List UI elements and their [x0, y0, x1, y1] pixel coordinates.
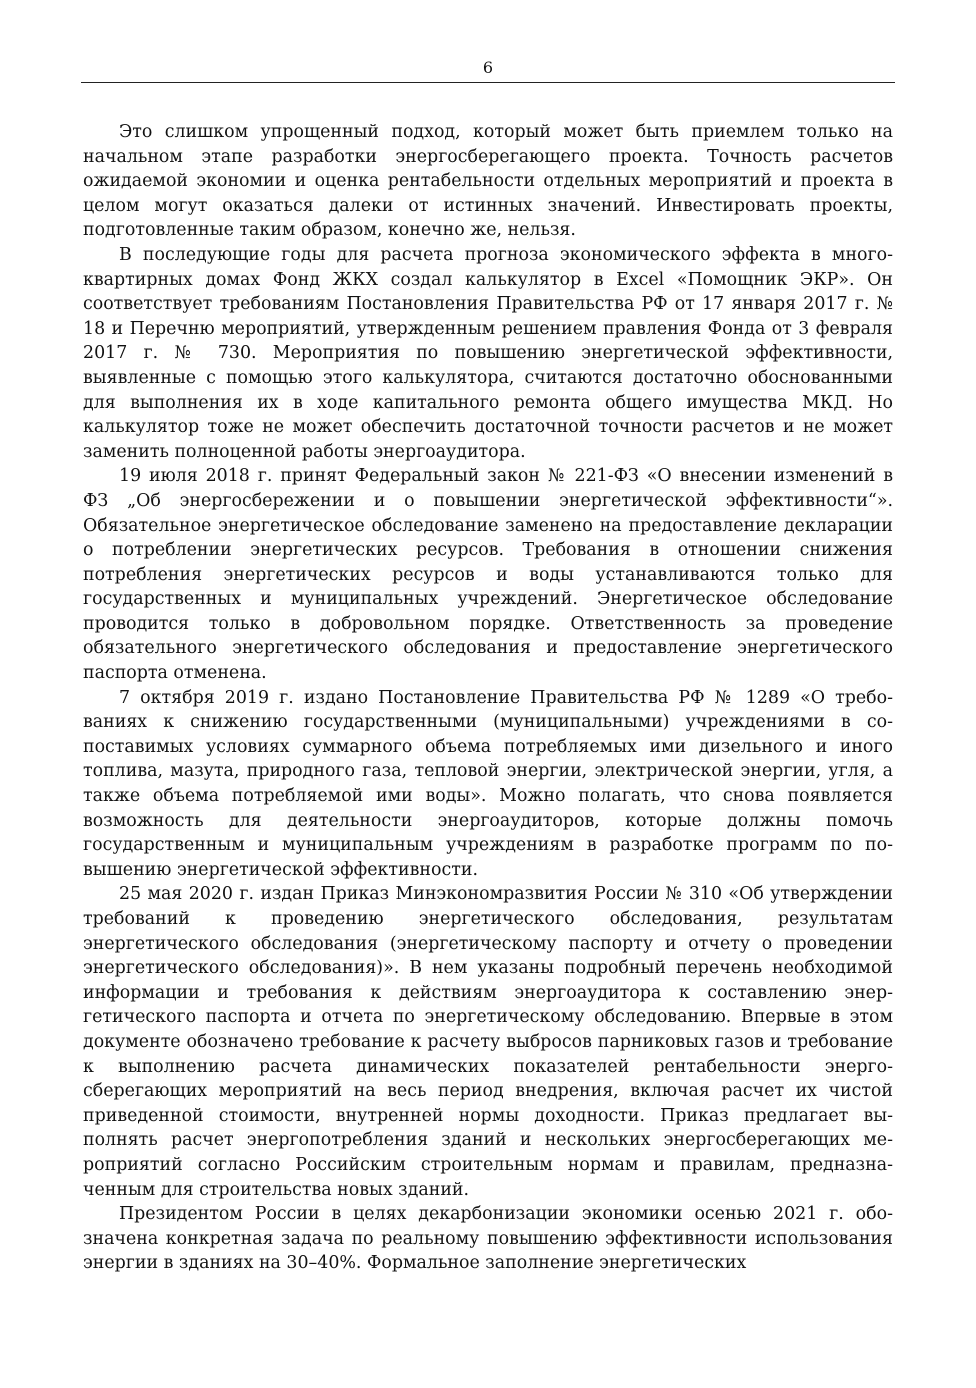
paragraph: Это слишком упрощенный подход, который может быть приемлем только на начальном этапе разработки энергосберегающего проекта. Точность расчетов ожидаемой экономии и оценка рентабельности отдельных мероприятий и проекта в целом могут оказаться далеки от истинных значений. Инвестировать проекты, подготовленные таким образом, конечно же, нельзя.	[83, 122, 893, 241]
paragraph: 19 июля 2018 г. принят Федеральный закон № 221-ФЗ «О внесении изменений в ФЗ „Об энергосбережении и о повышении энергетической эффективности“». Обязательное энергетическое обследование заменено на предоставление декларации о потреблении энергетических ресурсов. Требования в отношении снижения потребления энергетических ресурсов и воды устанавливаются только для государственных и муниципальных учреждений. Энергетическое обследование проводится только в добровольном порядке. Ответственность за проведение обязательного энергетического обследования и предоставление энергетического паспорта отменена.	[83, 466, 893, 684]
paragraph: 25 мая 2020 г. издан Приказ Минэкономразвития России № 310 «Об утверждении требований к проведению энергетического обследования, результатам энергетического обследования (энергетическому паспорту и отчету о проведении энергетического обследования)». В нем указаны подробный перечень необходимой информации и требования к действиям энергоаудитора к составлению энергетического паспорта и отчета по энергетическому обследованию. Впервые в этом документе обозначено требование к расчету выбросов парниковых газов и требование к выполнению расчета динамических показателей рентабельности энергосберегающих мероприятий на весь период внедрения, включая расчет их чистой приведенной стоимости, внутренней нормы доходности. Приказ предлагает выполнять расчет энергопотребления зданий и нескольких энергосберегающих мероприятий согласно Российским строительным нормам и правилам, предназначенным для строительства новых зданий.	[83, 884, 893, 1200]
header-rule	[81, 82, 895, 83]
paragraph: Президентом России в целях декарбонизации экономики осенью 2021 г. обозначена конкретная задача по реальному повышению эффективности использования энергии в зданиях на 30–40%. Формальное заполнение энергетических	[83, 1204, 893, 1274]
body-text	[83, 120, 893, 1276]
page-number: 6	[482, 58, 494, 77]
paragraph: В последующие годы для расчета прогноза экономического эффекта в многоквартирных домах Фонд ЖКХ создал калькулятор в Excel «Помощник ЭКР». Он соответствует требованиям Постановления Правительства РФ от 17 января 2017 г. № 18 и Перечню мероприятий, утвержденным решением правления Фонда от 3 февраля 2017 г. № 730. Мероприятия по повышению энергетической эффективности, выявленные с помощью этого калькулятора, считаются достаточно обоснованными для выполнения их в ходе капитального ремонта общего имущества МКД. Но калькулятор тоже не может обеспечить достаточной точности расчетов и не может заменить полноценной работы энергоаудитора.	[83, 244, 893, 462]
paragraph: 7 октября 2019 г. издано Постановление Правительства РФ № 1289 «О требованиях к снижению государственными (муниципальными) учреждениями в сопоставимых условиях суммарного объема потребляемых ими дизельного и иного топлива, мазута, природного газа, тепловой энергии, электрической энергии, угля, а также объема потребляемой ими воды». Можно полагать, что снова появляется возможность для деятельности энергоаудиторов, которые должны помочь государственным и муниципальным учреждениям в разработке программ по повышению энергетической эффективности.	[83, 687, 893, 880]
